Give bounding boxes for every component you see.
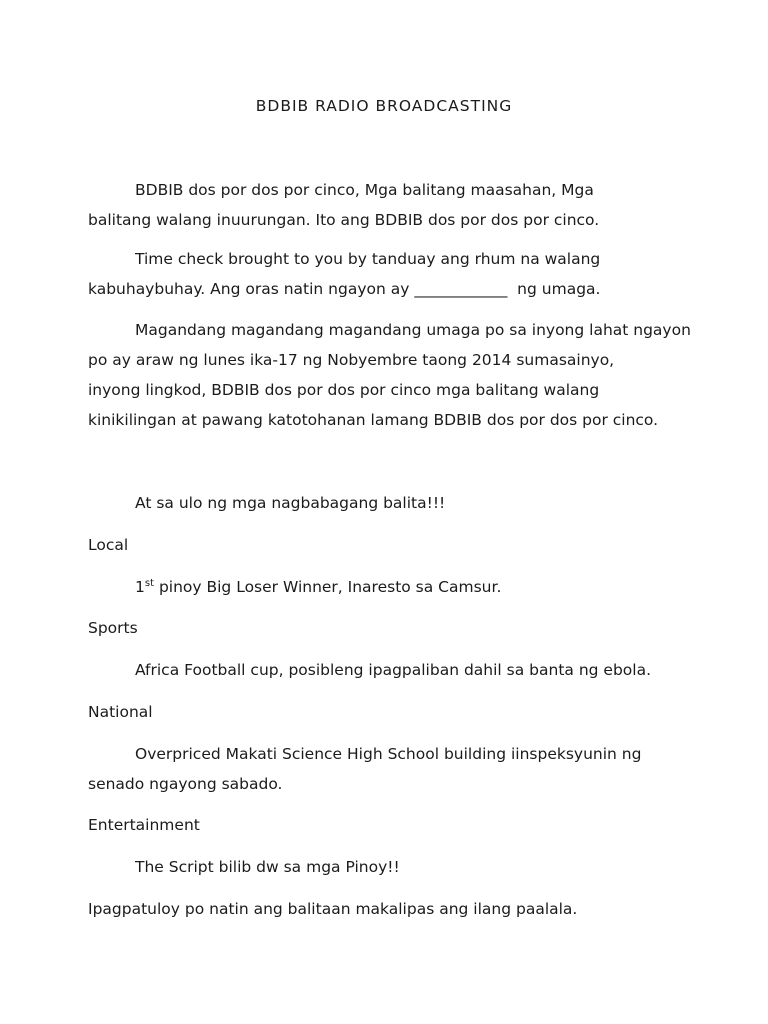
headline-number: 1	[135, 578, 145, 596]
paragraph-line: po ay araw ng lunes ika-17 ng Nobyembre taong 2014 sumasainyo,	[88, 351, 615, 369]
document-body	[88, 175, 748, 924]
headline-line: senado ngayong sabado.	[88, 775, 283, 793]
category-label-local: Local	[88, 536, 129, 554]
headline-line: Overpriced Makati Science High School building iinspeksyunin ng	[135, 745, 642, 763]
headline-text: pinoy Big Loser Winner, Inaresto sa Camsur.	[154, 578, 502, 596]
ordinal-suffix: st	[144, 578, 155, 589]
category-label-entertainment: Entertainment	[88, 816, 200, 834]
headline-sports: Africa Football cup, posibleng ipagpaliban dahil sa banta ng ebola.	[135, 661, 651, 679]
paragraph-line: inyong lingkod, BDBIB dos por dos por cinco mga balitang walang	[88, 381, 600, 399]
category-label-national: National	[88, 703, 153, 721]
closing-line: Ipagpatuloy po natin ang balitaan makalipas ang ilang paalala.	[88, 900, 578, 918]
headlines-intro: At sa ulo ng mga nagbabagang balita!!!	[135, 494, 446, 512]
headline-national	[88, 739, 748, 799]
headline-entertainment: The Script bilib dw sa mga Pinoy!!	[135, 858, 400, 876]
paragraph-line: kabuhaybuhay. Ang oras natin ngayon ay ____________ ng umaga.	[88, 280, 601, 298]
paragraph-line: balitang walang inuurungan. Ito ang BDBIB dos por dos por cinco.	[88, 211, 600, 229]
paragraph-line: kinikilingan at pawang katotohanan lamang BDBIB dos por dos por cinco.	[88, 411, 659, 429]
opening-paragraph	[88, 175, 748, 235]
time-check-paragraph	[88, 244, 748, 304]
paragraph-line: BDBIB dos por dos por cinco, Mga balitang maasahan, Mga	[135, 181, 594, 199]
paragraph-line: Time check brought to you by tanduay ang rhum na walang	[135, 250, 601, 268]
greeting-paragraph	[88, 315, 748, 435]
paragraph-line: Magandang magandang magandang umaga po sa inyong lahat ngayon	[135, 321, 691, 339]
page-title: BDBIB RADIO BROADCASTING	[255, 97, 513, 115]
category-label-sports: Sports	[88, 619, 138, 637]
headline-local	[88, 572, 748, 602]
